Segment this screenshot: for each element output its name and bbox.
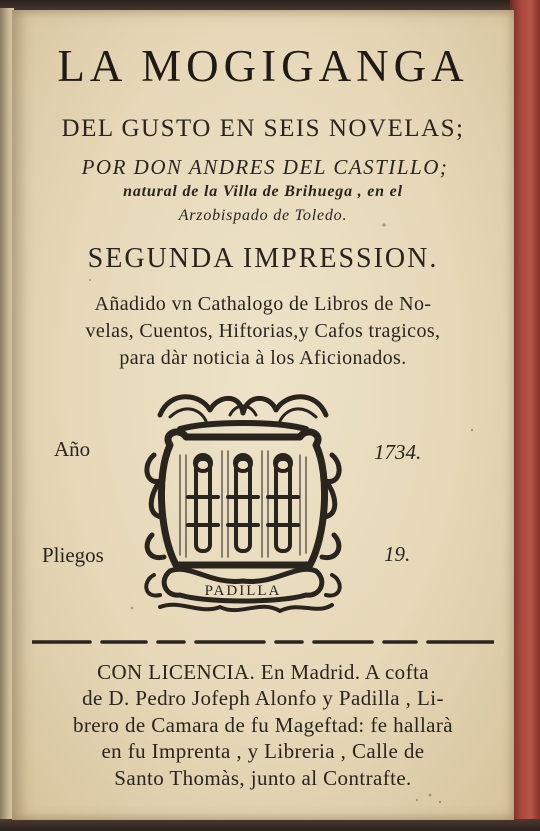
year-value: 1734. [374, 440, 422, 464]
imprint-line: brero de Camara de fu Mageftad: fe hallarà [72, 713, 454, 737]
edition-statement: SEGUNDA IMPRESSION. [87, 243, 439, 274]
imprint-line: en fu Imprenta , y Libreria , Calle de [101, 739, 425, 763]
author-line: POR DON ANDRES DEL CASTILLO; [81, 155, 449, 179]
decorative-rule [32, 638, 494, 646]
origin-line-1: natural de la Villa de Brihuega , en el [123, 183, 403, 200]
book-bottom-edge [0, 819, 540, 831]
book-title: LA MOGIGANGA [57, 41, 469, 91]
year-label: Año [54, 437, 91, 461]
description-line: para dàr noticia à los Aficionados. [119, 347, 407, 369]
title-page [12, 10, 514, 820]
imprint-line: CON LICENCIA. En Madrid. A cofta [97, 660, 429, 684]
description-line: velas, Cuentos, Hiftorias,y Cafos tragicos, [85, 320, 441, 342]
origin-line-2: Arzobispado de Toledo. [178, 207, 348, 224]
printer-device-emblem [140, 385, 346, 621]
imprint-line: Santo Thomàs, junto al Contrafte. [114, 766, 412, 790]
description-line: Añadido vn Cathalogo de Libros de No- [94, 293, 432, 315]
sheets-label: Pliegos [42, 543, 104, 567]
imprint-line: de D. Pedro Jofeph Alonfo y Padilla , Li- [82, 686, 444, 710]
red-page-edge [510, 0, 540, 831]
book-subtitle: DEL GUSTO EN SEIS NOVELAS; [61, 115, 465, 142]
sheets-value: 19. [384, 542, 411, 566]
emblem-ribbon-text: PADILLA [204, 583, 282, 599]
